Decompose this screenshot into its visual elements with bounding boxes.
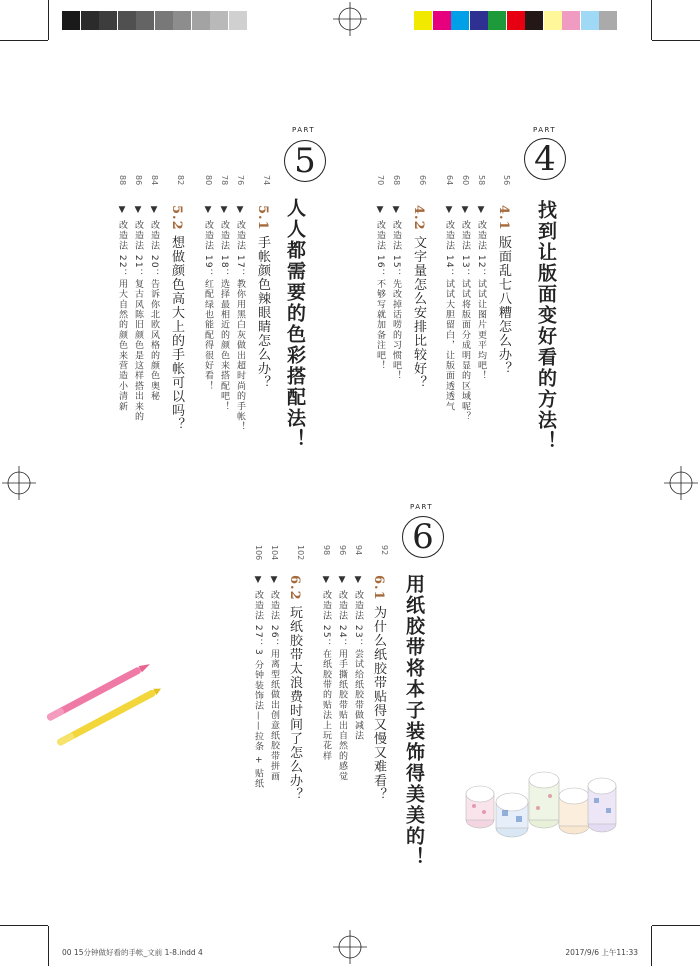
page-number: 76 (236, 175, 245, 186)
part-label: PART (533, 126, 557, 134)
section-heading (412, 205, 425, 390)
section-number: 5.2 (169, 205, 184, 231)
page-number: 60 (461, 175, 470, 186)
page-number: 98 (322, 545, 331, 556)
section-heading (256, 205, 269, 390)
bullet-icon: ▼ (375, 205, 385, 217)
section-title: 手帐颜色辣眼睛怎么办？ (255, 235, 270, 390)
section-number: 6.1 (371, 575, 386, 601)
toc-entry: ▼ 改造法 21：复古风陈旧颜色是这样搭出来的 (133, 205, 143, 422)
crop-mark (48, 926, 49, 966)
part-title: 用纸胶带将本子装饰得美美的！ (403, 574, 425, 868)
page-number: 94 (354, 545, 363, 556)
bullet-icon: ▼ (235, 205, 245, 217)
page-number: 68 (392, 175, 401, 186)
part-title: 人人都需要的色彩搭配法！ (284, 198, 306, 450)
pens-illustration (36, 652, 166, 752)
color-swatch (525, 11, 543, 30)
bullet-icon: ▼ (391, 205, 401, 217)
color-swatch (62, 11, 80, 30)
toc-entry: ▼ 改造法 19：红配绿也能配得很好看！ (203, 205, 213, 392)
page-number: 82 (176, 175, 185, 186)
page-number: 86 (134, 175, 143, 186)
section-title: 玩纸胶带太浪费时间了怎么办？ (287, 605, 302, 802)
toc-entry: ▼ 改造法 25：在纸胶带的贴法上玩花样 (321, 575, 331, 762)
toc-entry: ▼ 改造法 27：3 分钟装饰法——拉条 + 贴纸 (253, 575, 263, 790)
section-heading (170, 205, 183, 432)
footer-filename: 00 15分钟做好看的手帐_文前 1-8.indd 4 (62, 948, 203, 957)
bullet-icon: ▼ (269, 575, 279, 587)
color-swatch (581, 11, 599, 30)
color-swatch (192, 11, 210, 30)
color-swatch (229, 11, 247, 30)
crop-mark (0, 925, 48, 926)
crop-mark (651, 926, 652, 966)
page-number: 84 (150, 175, 159, 186)
page-number: 58 (477, 175, 486, 186)
color-swatch (433, 11, 451, 30)
toc-entry: ▼ 改造法 16：不够写就加备注吧！ (375, 205, 385, 371)
toc-entry: ▼ 改造法 22：用大自然的颜色来营造小清新 (117, 205, 127, 412)
section-title: 想做颜色高大上的手帐可以吗？ (169, 235, 184, 432)
part-number-badge: 5 (284, 140, 326, 182)
page-number: 78 (220, 175, 229, 186)
section-heading (497, 205, 510, 376)
crop-mark (652, 925, 700, 926)
bullet-icon: ▼ (337, 575, 347, 587)
page-number: 96 (338, 545, 347, 556)
page-number: 64 (445, 175, 454, 186)
color-swatch (451, 11, 469, 30)
page-number: 102 (296, 545, 305, 561)
crop-mark (652, 40, 700, 41)
section-number: 4.1 (496, 205, 511, 231)
bullet-icon: ▼ (460, 205, 470, 217)
bullet-icon: ▼ (321, 575, 331, 587)
registration-mark-icon (664, 466, 698, 500)
page-number: 88 (118, 175, 127, 186)
registration-mark-icon (333, 930, 367, 964)
color-swatch (562, 11, 580, 30)
section-title: 为什么纸胶带贴得又慢又难看？ (371, 605, 386, 802)
bullet-icon: ▼ (203, 205, 213, 217)
color-swatch (173, 11, 191, 30)
toc-entry: ▼ 改造法 20：告诉你北欧风格的颜色奥秘 (149, 205, 159, 402)
footer-timestamp: 2017/9/6 上午11:33 (565, 948, 638, 957)
section-number: 5.1 (255, 205, 270, 231)
toc-entry: ▼ 改造法 14：试试大胆留白，让版面透透气 (444, 205, 454, 412)
toc-entry: ▼ 改造法 24：用手撕纸胶带贴出自然的感觉 (337, 575, 347, 782)
page-number: 70 (376, 175, 385, 186)
page-number: 106 (254, 545, 263, 561)
crop-mark (48, 0, 49, 40)
part-number-badge: 4 (524, 138, 566, 180)
bullet-icon: ▼ (219, 205, 229, 217)
page-number: 56 (502, 175, 511, 186)
color-swatch (544, 11, 562, 30)
toc-entry: ▼ 改造法 13：试试将版面分成明显的区域呢？ (460, 205, 470, 422)
page-number: 92 (380, 545, 389, 556)
bullet-icon: ▼ (117, 205, 127, 217)
crop-mark (0, 40, 48, 41)
page-number: 74 (262, 175, 271, 186)
bullet-icon: ▼ (133, 205, 143, 217)
crop-mark (651, 0, 652, 40)
bullet-icon: ▼ (476, 205, 486, 217)
color-swatch (210, 11, 228, 30)
part-title: 找到让版面变好看的方法！ (535, 200, 557, 452)
color-swatch (414, 11, 432, 30)
section-title: 版面乱七八糟怎么办？ (496, 235, 511, 376)
part-label: PART (410, 503, 434, 511)
bullet-icon: ▼ (149, 205, 159, 217)
section-number: 4.2 (411, 205, 426, 231)
toc-entry: ▼ 改造法 23：尝试给纸胶带做减法 (353, 575, 363, 741)
part-number-badge: 6 (402, 516, 444, 558)
bullet-icon: ▼ (444, 205, 454, 217)
color-swatch (81, 11, 99, 30)
registration-mark-icon (2, 466, 36, 500)
section-title: 文字量怎么安排比较好？ (411, 235, 426, 390)
section-number: 6.2 (287, 575, 302, 601)
color-swatch (155, 11, 173, 30)
color-swatch (470, 11, 488, 30)
toc-entry: ▼ 改造法 17：教你用黑白灰做出超时尚的手帐！ (235, 205, 245, 432)
page-number: 104 (270, 545, 279, 561)
color-swatch (118, 11, 136, 30)
toc-entry: ▼ 改造法 15：先改掉话唠的习惯吧！ (391, 205, 401, 381)
toc-entry: ▼ 改造法 12：试试让图片更平均吧！ (476, 205, 486, 381)
color-swatch (488, 11, 506, 30)
washi-tape-rolls-illustration (460, 766, 620, 850)
color-swatch (136, 11, 154, 30)
bullet-icon: ▼ (353, 575, 363, 587)
toc-entry: ▼ 改造法 18：选择最相近的颜色来搭配吧！ (219, 205, 229, 412)
section-heading (288, 575, 301, 802)
color-swatch (507, 11, 525, 30)
page-number: 80 (204, 175, 213, 186)
toc-entry: ▼ 改造法 26：用离型纸做出创意纸胶带拼画 (269, 575, 279, 782)
page-number: 66 (418, 175, 427, 186)
part-label: PART (292, 126, 316, 134)
section-heading (372, 575, 385, 802)
color-swatch (599, 11, 617, 30)
bullet-icon: ▼ (253, 575, 263, 587)
registration-mark-icon (333, 2, 367, 36)
color-swatch (99, 11, 117, 30)
